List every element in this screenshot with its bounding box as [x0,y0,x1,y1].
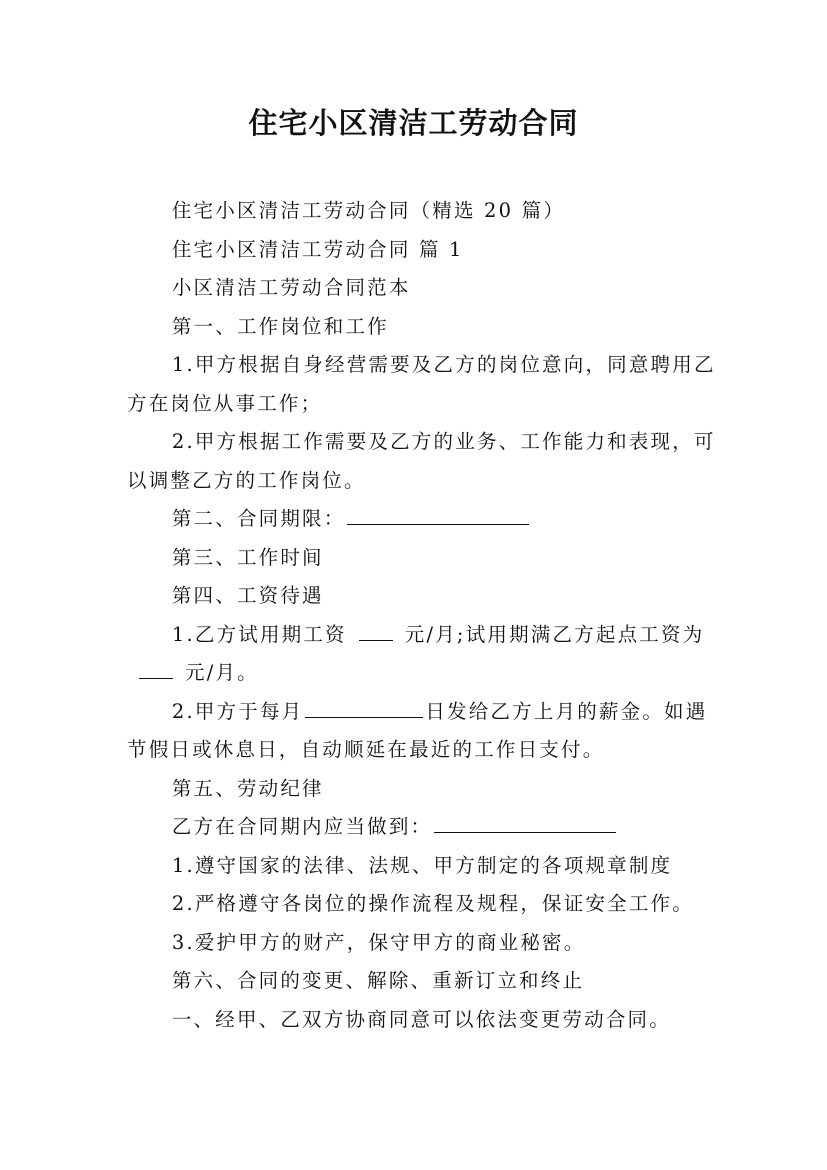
paragraph-clause-3: 第三、工作时间 [171,545,324,569]
paragraph-clause-5-item-3: 3.爱护甲方的财产，保守甲方的商业秘密。 [171,930,586,954]
discipline-blank [434,812,616,833]
clause-2-label: 第二、合同期限： [171,507,346,530]
payday-label: 2.甲方于每月 [171,699,304,723]
paragraph-clause-6: 第六、合同的变更、解除、重新订立和终止 [171,969,585,992]
contract-term-blank [347,504,529,525]
regular-wage-blank [139,658,173,679]
paragraph-clause-4: 第四、工资待遇 [171,584,324,607]
paragraph-clause-5-item-2: 2.严格遵守各岗位的操作流程及规程，保证安全工作。 [171,892,694,915]
discipline-intro-label: 乙方在合同期内应当做到： [171,815,433,838]
paragraph-clause-5-item-1: 1.遵守国家的法律、法规、甲方制定的各项规章制度 [171,853,673,877]
paragraph-clause-1-item-1: 1.甲方根据自身经营需要及乙方的岗位意向，同意聘用乙方在岗位从事工作； [127,353,716,415]
paragraph-subtitle: 住宅小区清洁工劳动合同（精选 20 篇） [171,199,566,222]
paragraph-clause-2 [127,500,717,539]
paragraph-clause-1-heading: 第一、工作岗位和工作 [171,314,389,338]
payday-blank [305,697,423,718]
payday-text: 日发给乙方上月的薪金。如遇节假日或休息日，自动顺延在最近的工作日支付。 [127,699,708,761]
regular-wage-label: 元/月;试用期满乙方起点工资为 [404,622,705,646]
probation-wage-blank [359,620,393,641]
paragraph-clause-6-item-1: 一、经甲、乙双方协商同意可以依法变更劳动合同。 [171,1007,671,1031]
paragraph-clause-5-intro [127,808,717,847]
document-body [127,192,717,1039]
document-title: 住宅小区清洁工劳动合同 [248,106,579,140]
paragraph-clause-4-item-1 [127,616,717,693]
probation-wage-label: 1.乙方试用期工资 [171,622,347,646]
regular-wage-unit: 元/月。 [185,661,259,684]
paragraph-section-heading: 住宅小区清洁工劳动合同 篇 1 [171,237,464,261]
paragraph-clause-4-item-2 [127,693,717,770]
paragraph-clause-5: 第五、劳动纪律 [171,776,324,800]
paragraph-template-title: 小区清洁工劳动合同范本 [171,276,411,299]
paragraph-clause-1-item-2: 2.甲方根据工作需要及乙方的业务、工作能力和表现，可以调整乙方的工作岗位。 [127,430,716,492]
